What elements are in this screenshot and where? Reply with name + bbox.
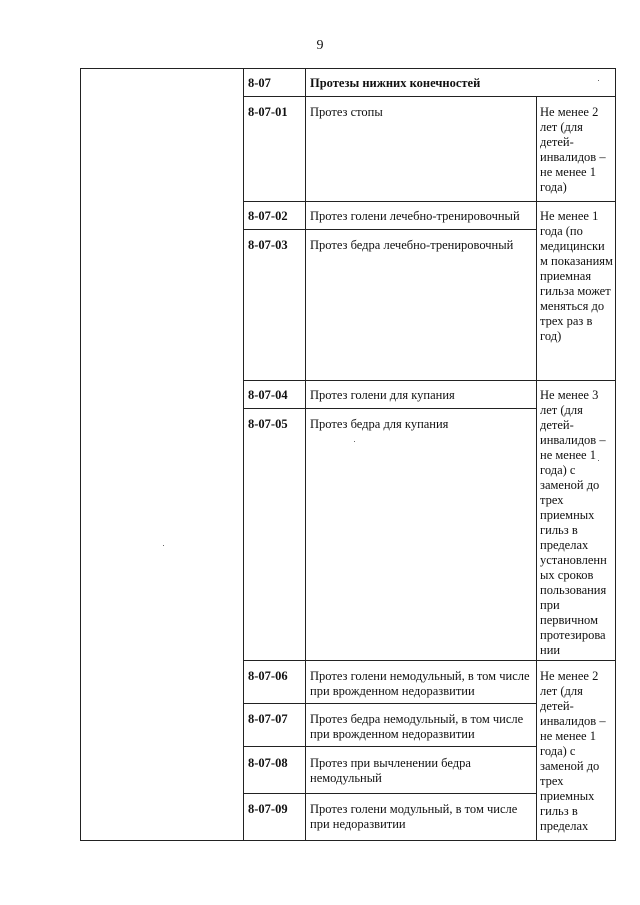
section-code: 8-07 — [248, 76, 271, 90]
table-row-name: Протез голени лечебно-тренировочный — [310, 209, 520, 223]
row-separator — [243, 793, 536, 794]
table-row-name: Протез при вычленении бедра немодульный — [310, 756, 471, 785]
table-left-border — [80, 68, 81, 840]
table-right-border — [615, 68, 616, 840]
column-divider-code — [243, 68, 244, 840]
table-bottom-border — [80, 840, 616, 841]
table-row-code: 8-07-05 — [248, 417, 288, 431]
table-row-code: 8-07-02 — [248, 209, 288, 223]
table-row-code: 8-07-01 — [248, 105, 288, 119]
usage-term: Не менее 2 лет (для детей-инвалидов – не менее 1 года) — [540, 105, 606, 194]
table-row-name: Протез бедра немодульный, в том числе при врожденном недоразвитии — [310, 712, 524, 741]
row-separator — [243, 380, 616, 381]
row-separator — [243, 201, 616, 202]
column-divider-name — [305, 68, 306, 840]
table-row-code: 8-07-08 — [248, 756, 288, 770]
table-row-name: Протез бедра лечебно-тренировочный — [310, 238, 514, 252]
scan-speck — [598, 460, 599, 461]
usage-term: Не менее 2 лет (для детей-инвалидов – не менее 1 года) с заменой до трех приемных гильз в пределах — [540, 669, 606, 833]
row-separator — [243, 746, 536, 747]
row-separator — [243, 408, 536, 409]
table-row-code: 8-07-04 — [248, 388, 288, 402]
table-row-name: Протез стопы — [310, 105, 383, 119]
page-number: 9 — [316, 38, 324, 53]
column-divider-term — [536, 96, 537, 840]
section-title: Протезы нижних конечностей — [310, 76, 481, 90]
scan-speck — [163, 545, 164, 546]
row-separator — [243, 703, 536, 704]
row-separator — [243, 229, 536, 230]
row-separator — [243, 660, 616, 661]
table-row-code: 8-07-03 — [248, 238, 288, 252]
scan-speck — [598, 80, 599, 81]
table-row-code: 8-07-06 — [248, 669, 288, 683]
table-row-name: Протез голени модульный, в том числе при недоразвитии — [310, 802, 518, 831]
table-row-name: Протез бедра для купания — [310, 417, 449, 431]
table-row-code: 8-07-09 — [248, 802, 288, 816]
table-top-border — [80, 68, 616, 69]
table-row-name: Протез голени для купания — [310, 388, 455, 402]
usage-term: Не менее 1 года (по медицински м показаниям приемная гильза может меняться до трех раз в год) — [540, 209, 613, 343]
row-separator — [243, 96, 616, 97]
usage-term: Не менее 3 лет (для детей-инвалидов – не менее 1 года) с заменой до трех приемных гильз в пределах установленн ых сроков пользования при первичном протезирова нии — [540, 388, 607, 657]
table-row-code: 8-07-07 — [248, 712, 288, 726]
table-row-name: Протез голени немодульный, в том числе при врожденном недоразвитии — [310, 669, 530, 698]
scan-speck — [354, 441, 355, 442]
